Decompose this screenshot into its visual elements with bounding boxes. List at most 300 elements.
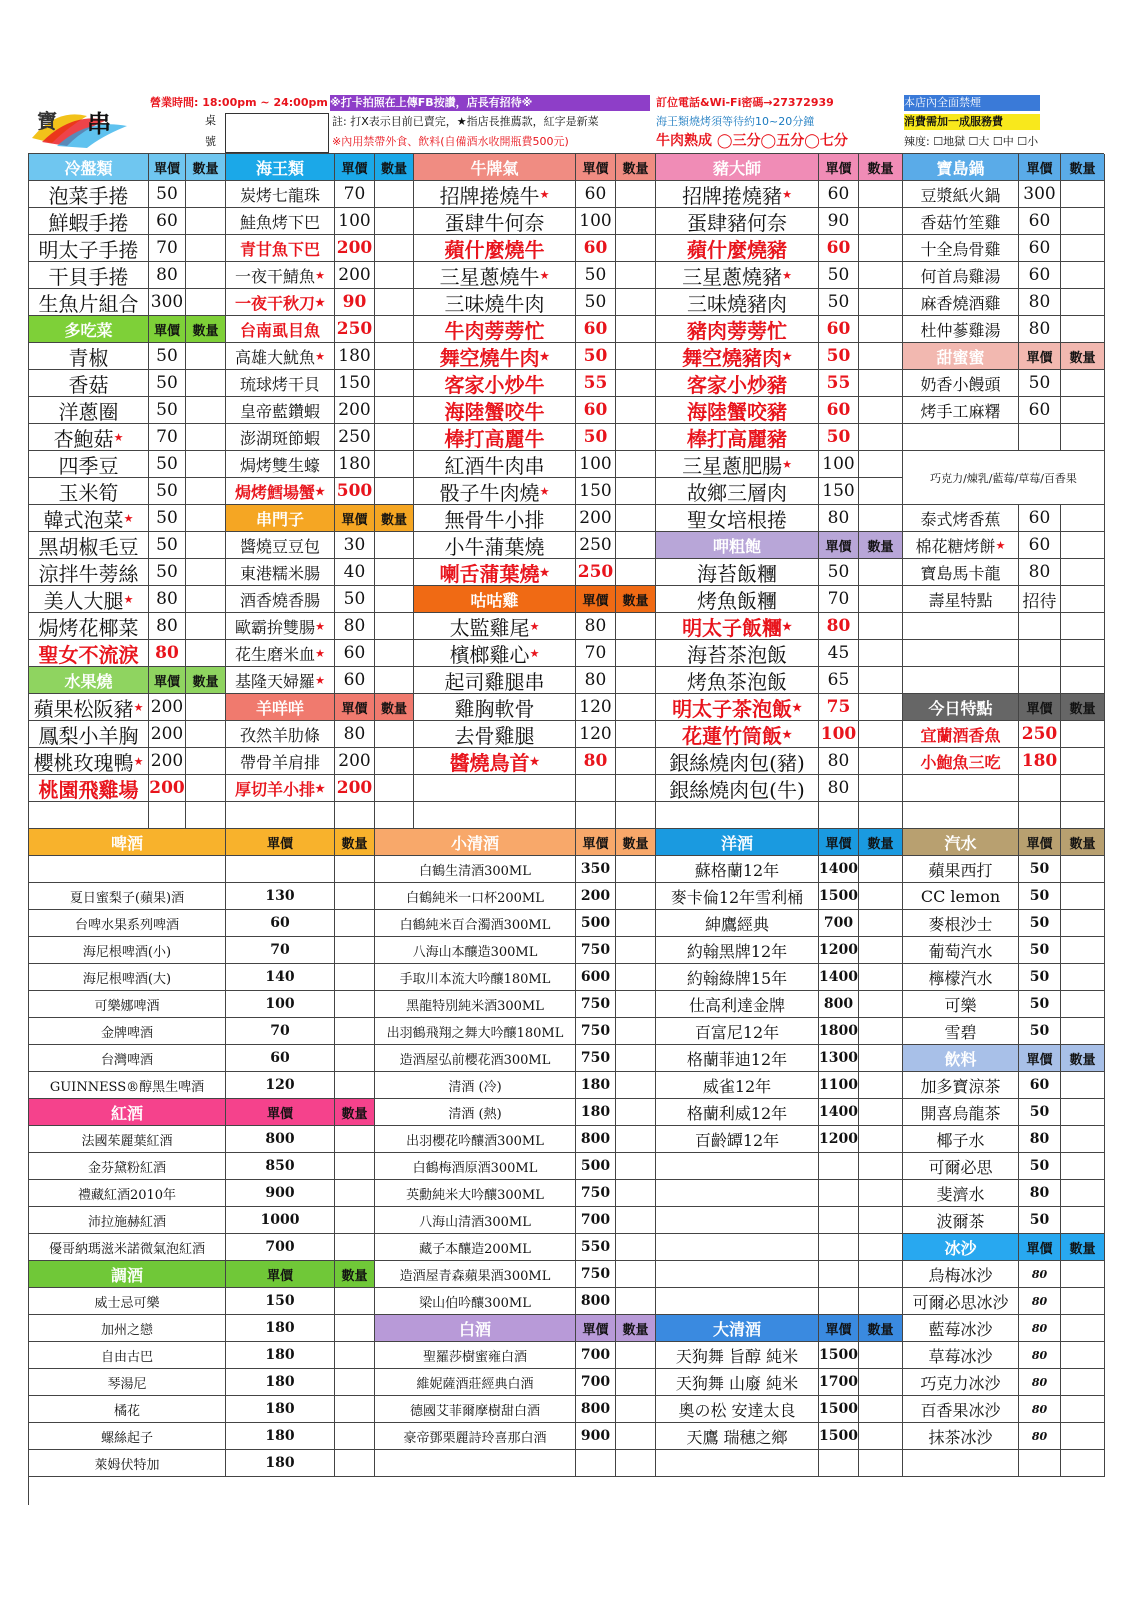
qty-field[interactable] — [616, 532, 656, 559]
qty-field[interactable] — [616, 343, 656, 370]
qty-field[interactable] — [335, 1072, 375, 1099]
qty-field[interactable] — [859, 397, 903, 424]
menu-item-price: 50 — [149, 532, 186, 559]
qty-field[interactable] — [1061, 532, 1105, 559]
qty-field[interactable] — [186, 451, 226, 478]
qty-field[interactable] — [859, 856, 903, 883]
recommend-star-icon: ★ — [539, 565, 550, 579]
menu-item-name: 酒香燒香腸 — [226, 586, 335, 613]
section-header-veg: 多吃菜 — [29, 316, 149, 343]
qty-field[interactable] — [859, 289, 903, 316]
qty-field[interactable] — [616, 1342, 656, 1369]
qty-field[interactable] — [616, 667, 656, 694]
qty-field[interactable] — [1061, 316, 1105, 343]
menu-item-price: 250 — [335, 424, 375, 451]
menu-item-name: 海陸蟹咬牛 — [414, 397, 576, 424]
blank-cell — [414, 775, 576, 802]
menu-item-price: 60 — [1019, 505, 1061, 532]
qty-field[interactable] — [186, 721, 226, 748]
menu-item-name: 藏子本釀造200ML — [375, 1234, 576, 1261]
recommend-star-icon: ★ — [113, 430, 124, 444]
qty-field[interactable] — [616, 883, 656, 910]
qty-field[interactable] — [616, 1045, 656, 1072]
qty-field[interactable] — [616, 559, 656, 586]
qty-field[interactable] — [375, 451, 414, 478]
qty-field[interactable] — [335, 856, 375, 883]
qty-field[interactable] — [859, 1342, 903, 1369]
qty-field[interactable] — [616, 1261, 656, 1288]
qty-header: 數量 — [186, 154, 226, 181]
menu-item-name: 四季豆 — [29, 451, 149, 478]
qty-field[interactable] — [1061, 613, 1105, 640]
menu-item-name: 青甘魚下巴 — [226, 235, 335, 262]
qty-field[interactable] — [186, 262, 226, 289]
qty-field[interactable] — [859, 235, 903, 262]
qty-field[interactable] — [186, 235, 226, 262]
qty-field[interactable] — [375, 181, 414, 208]
qty-field[interactable] — [1061, 1072, 1105, 1099]
qty-field[interactable] — [375, 343, 414, 370]
menu-item-name: 出羽鶴飛翔之舞大吟釀180ML — [375, 1018, 576, 1045]
qty-field[interactable] — [859, 1207, 903, 1234]
qty-field[interactable] — [859, 478, 903, 505]
menu-item-price: 80 — [335, 613, 375, 640]
price-header: 單價 — [1019, 1045, 1061, 1072]
qty-field[interactable] — [859, 1450, 903, 1477]
qty-field[interactable] — [859, 1234, 903, 1261]
qty-field[interactable] — [859, 1018, 903, 1045]
qty-header: 數量 — [616, 586, 656, 613]
qty-field[interactable] — [859, 721, 903, 748]
qty-field[interactable] — [1061, 1180, 1105, 1207]
section-header-ice: 冰沙 — [903, 1234, 1019, 1261]
wifi-phone: 訂位電話&Wi-Fi密碼→27372939 — [656, 96, 834, 109]
qty-field[interactable] — [1061, 370, 1105, 397]
menu-item-name: 可樂 — [903, 991, 1019, 1018]
menu-item-name: 棒打高麗牛 — [414, 424, 576, 451]
qty-field[interactable] — [375, 478, 414, 505]
qty-field[interactable] — [335, 1315, 375, 1342]
qty-header: 數量 — [375, 694, 414, 721]
menu-item-price: 60 — [1019, 235, 1061, 262]
qty-field[interactable] — [335, 1369, 375, 1396]
recommend-star-icon: ★ — [782, 187, 792, 201]
menu-item-price: 80 — [819, 613, 859, 640]
qty-field[interactable] — [616, 505, 656, 532]
qty-field[interactable] — [335, 1234, 375, 1261]
qty-field[interactable] — [375, 640, 414, 667]
qty-field[interactable] — [616, 910, 656, 937]
qty-field[interactable] — [1061, 235, 1105, 262]
recommend-star-icon: ★ — [782, 268, 792, 282]
qty-field[interactable] — [859, 1099, 903, 1126]
qty-field[interactable] — [1061, 1423, 1105, 1450]
qty-field[interactable] — [616, 451, 656, 478]
menu-item-name: 厚切羊小排 ★ — [226, 775, 335, 802]
qty-field[interactable] — [616, 289, 656, 316]
qty-field[interactable] — [859, 181, 903, 208]
qty-field[interactable] — [616, 640, 656, 667]
qty-field[interactable] — [375, 370, 414, 397]
qty-field[interactable] — [1061, 1153, 1105, 1180]
menu-item-price: 50 — [576, 343, 616, 370]
blank-cell — [819, 1153, 859, 1180]
qty-field[interactable] — [859, 1369, 903, 1396]
qty-field[interactable] — [859, 262, 903, 289]
qty-field[interactable] — [859, 748, 903, 775]
qty-field[interactable] — [1061, 208, 1105, 235]
qty-field[interactable] — [1061, 559, 1105, 586]
qty-header: 數量 — [335, 1099, 375, 1126]
qty-field[interactable] — [616, 1369, 656, 1396]
qty-field[interactable] — [1061, 1099, 1105, 1126]
qty-field[interactable] — [1061, 937, 1105, 964]
qty-field[interactable] — [616, 181, 656, 208]
qty-field[interactable] — [375, 613, 414, 640]
qty-field[interactable] — [859, 613, 903, 640]
qty-field[interactable] — [186, 208, 226, 235]
qty-field[interactable] — [1061, 640, 1105, 667]
blank-cell — [1019, 1450, 1061, 1477]
qty-field[interactable] — [186, 694, 226, 721]
qty-field[interactable] — [1061, 775, 1105, 802]
qty-field[interactable] — [375, 532, 414, 559]
menu-item-name: 舞空燒牛肉 ★ — [414, 343, 576, 370]
qty-field[interactable] — [859, 451, 903, 478]
qty-field[interactable] — [335, 1396, 375, 1423]
qty-field[interactable] — [1061, 586, 1105, 613]
qty-field[interactable] — [1061, 856, 1105, 883]
qty-field[interactable] — [186, 505, 226, 532]
qty-field[interactable] — [859, 964, 903, 991]
qty-field[interactable] — [616, 937, 656, 964]
qty-field[interactable] — [1061, 424, 1105, 451]
menu-item-price: 1800 — [819, 1018, 859, 1045]
qty-field[interactable] — [859, 586, 903, 613]
qty-field[interactable] — [859, 559, 903, 586]
qty-field[interactable] — [859, 640, 903, 667]
qty-field[interactable] — [186, 370, 226, 397]
qty-field[interactable] — [616, 694, 656, 721]
qty-field[interactable] — [859, 775, 903, 802]
qty-field[interactable] — [1061, 910, 1105, 937]
qty-field[interactable] — [335, 1180, 375, 1207]
menu-item-name: 銀絲燒肉包(牛) — [656, 775, 819, 802]
qty-field[interactable] — [859, 1396, 903, 1423]
recommend-star-icon: ★ — [792, 700, 802, 714]
recommend-star-icon: ★ — [539, 187, 550, 201]
qty-field[interactable] — [616, 613, 656, 640]
qty-field[interactable] — [375, 235, 414, 262]
qty-field[interactable] — [375, 559, 414, 586]
menu-item-price: 700 — [576, 1342, 616, 1369]
menu-item-name: 舞空燒豬肉 ★ — [656, 343, 819, 370]
menu-item-price: 80 — [576, 667, 616, 694]
qty-field[interactable] — [859, 1126, 903, 1153]
qty-field[interactable] — [335, 1342, 375, 1369]
menu-item-price: 1500 — [819, 883, 859, 910]
service-charge: 消費需加一成服務費 — [904, 114, 1040, 130]
menu-item-price: 50 — [576, 262, 616, 289]
qty-field[interactable] — [186, 613, 226, 640]
section-header-dessert: 甜蜜蜜 — [903, 343, 1019, 370]
qty-field[interactable] — [186, 478, 226, 505]
menu-item-price: 180 — [226, 1315, 335, 1342]
menu-item-name: 聖女培根捲 — [656, 505, 819, 532]
qty-field[interactable] — [186, 343, 226, 370]
menu-item-price: 40 — [335, 559, 375, 586]
qty-field[interactable] — [859, 802, 903, 829]
qty-field[interactable] — [186, 775, 226, 802]
qty-field[interactable] — [859, 910, 903, 937]
qty-field[interactable] — [186, 559, 226, 586]
section-header-drink: 飲料 — [903, 1045, 1019, 1072]
qty-field[interactable] — [616, 1153, 656, 1180]
qty-field[interactable] — [859, 505, 903, 532]
qty-field[interactable] — [859, 424, 903, 451]
qty-field[interactable] — [186, 181, 226, 208]
wait-notice: 海王類燒烤須等待約10~20分鐘 — [656, 115, 815, 128]
qty-field[interactable] — [375, 208, 414, 235]
menu-item-price: 60 — [226, 910, 335, 937]
qty-field[interactable] — [1061, 1018, 1105, 1045]
qty-field[interactable] — [335, 991, 375, 1018]
qty-field[interactable] — [859, 1423, 903, 1450]
qty-field[interactable] — [1061, 1450, 1105, 1477]
qty-field[interactable] — [859, 1261, 903, 1288]
qty-field[interactable] — [616, 1288, 656, 1315]
menu-item-price: 80 — [819, 775, 859, 802]
menu-item-name: 橘花 — [29, 1396, 226, 1423]
qty-field[interactable] — [859, 1180, 903, 1207]
qty-field[interactable] — [859, 1288, 903, 1315]
menu-item-name: 東港糯米腸 — [226, 559, 335, 586]
qty-field[interactable] — [1061, 1315, 1105, 1342]
menu-item-price: 200 — [149, 721, 186, 748]
qty-field[interactable] — [375, 802, 414, 829]
blank-cell — [1019, 613, 1061, 640]
qty-field[interactable] — [1061, 802, 1105, 829]
price-header: 單價 — [1019, 154, 1061, 181]
qty-field[interactable] — [859, 1045, 903, 1072]
qty-field[interactable] — [335, 1153, 375, 1180]
qty-field[interactable] — [1061, 964, 1105, 991]
qty-field[interactable] — [859, 316, 903, 343]
qty-field[interactable] — [335, 1207, 375, 1234]
qty-field[interactable] — [859, 694, 903, 721]
menu-item-price: 60 — [576, 397, 616, 424]
price-header: 單價 — [335, 694, 375, 721]
qty-header: 數量 — [859, 154, 903, 181]
qty-field[interactable] — [616, 1396, 656, 1423]
menu-item-price: 750 — [576, 937, 616, 964]
menu-item-price: 50 — [1019, 1207, 1061, 1234]
qty-field[interactable] — [1061, 1261, 1105, 1288]
section-header-chicken: 咕咕雞 — [414, 586, 576, 613]
recommend-star-icon: ★ — [315, 268, 325, 282]
qty-field[interactable] — [1061, 505, 1105, 532]
menu-item-name: 客家小炒牛 — [414, 370, 576, 397]
qty-header: 數量 — [186, 667, 226, 694]
qty-field[interactable] — [375, 316, 414, 343]
menu-item-name: 琴湯尼 — [29, 1369, 226, 1396]
blank-cell — [656, 1288, 819, 1315]
qty-field[interactable] — [859, 1153, 903, 1180]
qty-field[interactable] — [859, 991, 903, 1018]
menu-item-name: 奶香小饅頭 — [903, 370, 1019, 397]
qty-field[interactable] — [616, 262, 656, 289]
menu-item-price: 1300 — [819, 1045, 859, 1072]
qty-field[interactable] — [335, 1045, 375, 1072]
qty-field[interactable] — [186, 586, 226, 613]
qty-field[interactable] — [616, 991, 656, 1018]
qty-field[interactable] — [616, 802, 656, 829]
qty-field[interactable] — [1061, 1396, 1105, 1423]
qty-field[interactable] — [375, 397, 414, 424]
qty-field[interactable] — [1061, 1207, 1105, 1234]
qty-field[interactable] — [375, 289, 414, 316]
dessert-flavors: 巧克力/煉乳/藍莓/草莓/百香果 — [903, 451, 1105, 505]
qty-field[interactable] — [375, 775, 414, 802]
qty-field[interactable] — [186, 640, 226, 667]
qty-field[interactable] — [616, 1180, 656, 1207]
qty-field[interactable] — [1061, 1342, 1105, 1369]
qty-field[interactable] — [335, 910, 375, 937]
menu-item-price: 750 — [576, 1045, 616, 1072]
menu-item-name: 醬燒鳥首 ★ — [414, 748, 576, 775]
qty-field[interactable] — [616, 856, 656, 883]
qty-field[interactable] — [335, 1450, 375, 1477]
qty-field[interactable] — [186, 802, 226, 829]
qty-field[interactable] — [616, 424, 656, 451]
qty-field[interactable] — [859, 208, 903, 235]
qty-field[interactable] — [335, 1126, 375, 1153]
menu-item-name: 法國茱麗葉紅酒 — [29, 1126, 226, 1153]
menu-item-price: 60 — [819, 181, 859, 208]
qty-field[interactable] — [375, 748, 414, 775]
qty-field[interactable] — [375, 721, 414, 748]
menu-item-name: 蘇格蘭12年 — [656, 856, 819, 883]
qty-field[interactable] — [375, 424, 414, 451]
qty-field[interactable] — [375, 586, 414, 613]
qty-field[interactable] — [616, 235, 656, 262]
qty-field[interactable] — [616, 478, 656, 505]
qty-field[interactable] — [1061, 1288, 1105, 1315]
qty-field[interactable] — [859, 370, 903, 397]
menu-item-price: 60 — [576, 316, 616, 343]
qty-field[interactable] — [859, 343, 903, 370]
recommend-star-icon: ★ — [782, 727, 792, 741]
qty-field[interactable] — [1061, 1126, 1105, 1153]
qty-field[interactable] — [375, 667, 414, 694]
qty-field[interactable] — [616, 1234, 656, 1261]
menu-item-name: 造酒屋弘前櫻花酒300ML — [375, 1045, 576, 1072]
qty-field[interactable] — [616, 1126, 656, 1153]
qty-field[interactable] — [859, 937, 903, 964]
qty-field[interactable] — [616, 1099, 656, 1126]
menu-item-name: 客家小炒豬 — [656, 370, 819, 397]
qty-field[interactable] — [616, 721, 656, 748]
menu-item-price: 80 — [1019, 1180, 1061, 1207]
qty-field[interactable] — [1061, 181, 1105, 208]
table-number-box[interactable] — [225, 113, 329, 153]
qty-field[interactable] — [335, 937, 375, 964]
menu-item-name: 台灣啤酒 — [29, 1045, 226, 1072]
qty-field[interactable] — [335, 1288, 375, 1315]
qty-header: 數量 — [616, 829, 656, 856]
menu-item-price: 50 — [149, 559, 186, 586]
qty-field[interactable] — [1061, 748, 1105, 775]
menu-item-price: 80 — [1019, 1369, 1061, 1396]
menu-item-name: 白鶴純米一口杯200ML — [375, 883, 576, 910]
qty-field[interactable] — [1061, 1369, 1105, 1396]
recommend-star-icon: ★ — [782, 349, 792, 363]
qty-field[interactable] — [616, 1207, 656, 1234]
menu-item-price: 50 — [149, 343, 186, 370]
qty-field[interactable] — [375, 262, 414, 289]
menu-item-name: 十全烏骨雞 — [903, 235, 1019, 262]
menu-item-price: 500 — [335, 478, 375, 505]
qty-field[interactable] — [335, 1018, 375, 1045]
qty-field[interactable] — [335, 883, 375, 910]
menu-item-name: 夏日蜜梨子(蘋果)酒 — [29, 883, 226, 910]
section-header-white: 白酒 — [375, 1315, 576, 1342]
section-header-wine: 紅酒 — [29, 1099, 226, 1126]
qty-field[interactable] — [186, 289, 226, 316]
qty-field[interactable] — [616, 1072, 656, 1099]
qty-field[interactable] — [616, 208, 656, 235]
menu-item-price: 80 — [1019, 1126, 1061, 1153]
logo — [27, 98, 147, 150]
qty-field[interactable] — [335, 1423, 375, 1450]
menu-item-price: 80 — [149, 586, 186, 613]
qty-field[interactable] — [616, 775, 656, 802]
qty-field[interactable] — [1061, 397, 1105, 424]
qty-field[interactable] — [1061, 262, 1105, 289]
menu-item-price: 100 — [819, 721, 859, 748]
qty-field[interactable] — [616, 370, 656, 397]
qty-field[interactable] — [616, 748, 656, 775]
qty-field[interactable] — [616, 1450, 656, 1477]
qty-field[interactable] — [1061, 991, 1105, 1018]
fb-notice: ※打卡拍照在上傳FB按讚，店長有招待※ — [330, 95, 650, 111]
menu-item-name: 干貝手捲 — [29, 262, 149, 289]
menu-item-price: 60 — [576, 181, 616, 208]
qty-field[interactable] — [859, 1072, 903, 1099]
qty-field[interactable] — [1061, 883, 1105, 910]
qty-field[interactable] — [1061, 667, 1105, 694]
menu-item-price: 250 — [1019, 721, 1061, 748]
qty-field[interactable] — [1061, 289, 1105, 316]
qty-field[interactable] — [616, 964, 656, 991]
qty-field[interactable] — [616, 1018, 656, 1045]
menu-item-name: 天狗舞 旨醇 純米 — [656, 1342, 819, 1369]
qty-field[interactable] — [1061, 721, 1105, 748]
qty-field[interactable] — [859, 883, 903, 910]
qty-field[interactable] — [616, 1423, 656, 1450]
menu-item-name: 波爾茶 — [903, 1207, 1019, 1234]
blank-cell — [656, 1153, 819, 1180]
qty-field[interactable] — [186, 532, 226, 559]
qty-field[interactable] — [335, 964, 375, 991]
qty-field[interactable] — [186, 424, 226, 451]
qty-field[interactable] — [616, 397, 656, 424]
qty-field[interactable] — [859, 667, 903, 694]
qty-field[interactable] — [616, 316, 656, 343]
menu-item-name: 金牌啤酒 — [29, 1018, 226, 1045]
qty-field[interactable] — [186, 748, 226, 775]
qty-field[interactable] — [186, 397, 226, 424]
